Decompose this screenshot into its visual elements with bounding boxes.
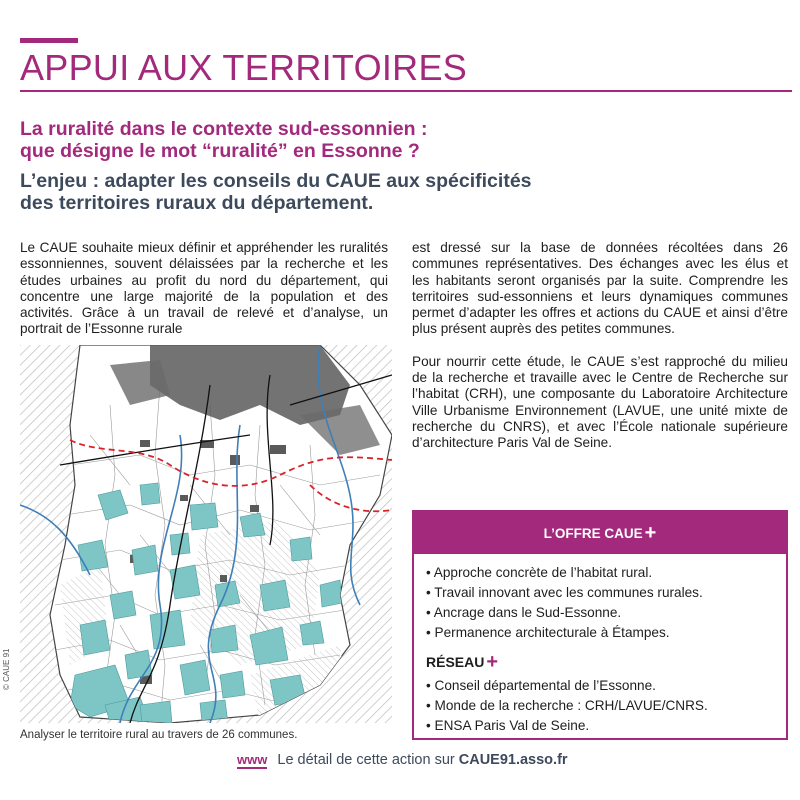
stake-line-1: L’enjeu : adapter les conseils du CAUE aux spécificités	[20, 170, 532, 192]
rural-territory-map	[20, 345, 392, 723]
map-credit: © CAUE 91	[2, 648, 11, 690]
map-caption: Analyser le territoire rural au travers de 26 communes.	[20, 729, 298, 741]
offer-title: L’OFFRE CAUE	[543, 526, 643, 541]
reseau-list	[414, 674, 786, 736]
reseau-heading	[426, 651, 786, 674]
title-underline	[20, 90, 792, 92]
footer	[237, 752, 568, 768]
footer-text: Le détail de cette action sur	[277, 752, 455, 768]
plus-icon: +	[486, 651, 499, 673]
right-paragraph-1: est dressé sur la base de données récoltées dans 26 communes représentatives. Des échanges avec les élus et les habitants seront organisés par la suite. Comprendre les territoires sud-essonniens et leurs dynamiques communes permet d’adapter les offres et actions du CAUE et ainsi d’être plus présent auprès des petites communes.	[412, 240, 788, 337]
question-line-2: que désigne le mot “ruralité” en Essonne ?	[20, 140, 420, 162]
offer-item: • Permanence architecturale à Étampes.	[426, 625, 670, 640]
offer-item: • Ancrage dans le Sud-Essonne.	[426, 605, 622, 620]
reseau-item: • Monde de la recherche : CRH/LAVUE/CNRS.	[426, 698, 708, 713]
reseau-item: • Conseil départemental de l’Essonne.	[426, 678, 656, 693]
stake-line-2: des territoires ruraux du département.	[20, 192, 374, 214]
right-column	[412, 240, 788, 452]
right-paragraph-2: Pour nourrir cette étude, le CAUE s’est rapproché du milieu de la recherche et travaille avec le Centre de Recherche sur l’habitat (CRH), une composante du Laboratoire Architecture Ville Urbanisme Environnement (LAVUE, une unité mixte de recherche du CNRS), et avec l’École nationale supérieure d’architecture Paris Val de Seine.	[412, 353, 788, 451]
offer-item: • Approche concrète de l’habitat rural.	[426, 565, 653, 580]
offer-list	[414, 554, 786, 643]
www-label: www	[237, 752, 268, 767]
question-line-1: La ruralité dans le contexte sud-essonnien :	[20, 118, 428, 140]
offer-item: • Travail innovant avec les communes rurales.	[426, 585, 703, 600]
question-heading	[20, 118, 780, 162]
left-column	[20, 240, 388, 338]
offer-header	[414, 512, 786, 554]
plus-icon: +	[644, 522, 657, 544]
reseau-item: • ENSA Paris Val de Seine.	[426, 718, 590, 733]
offer-box	[412, 510, 788, 740]
section-title: APPUI AUX TERRITOIRES	[20, 47, 468, 88]
reseau-title: RÉSEAU	[426, 654, 485, 670]
title-accent-rule	[20, 38, 78, 43]
footer-site-link[interactable]: CAUE91.asso.fr	[458, 752, 568, 768]
stake-heading	[20, 170, 780, 214]
left-paragraph: Le CAUE souhaite mieux définir et appréhender les ruralités essonniennes, souvent délaissées par la recherche et les études urbaines au profit du nord du département, qui concentre une large majorité de la population et des activités. Grâce à un travail de relevé et d’analyse, un portrait de l’Essonne rurale	[20, 240, 388, 337]
